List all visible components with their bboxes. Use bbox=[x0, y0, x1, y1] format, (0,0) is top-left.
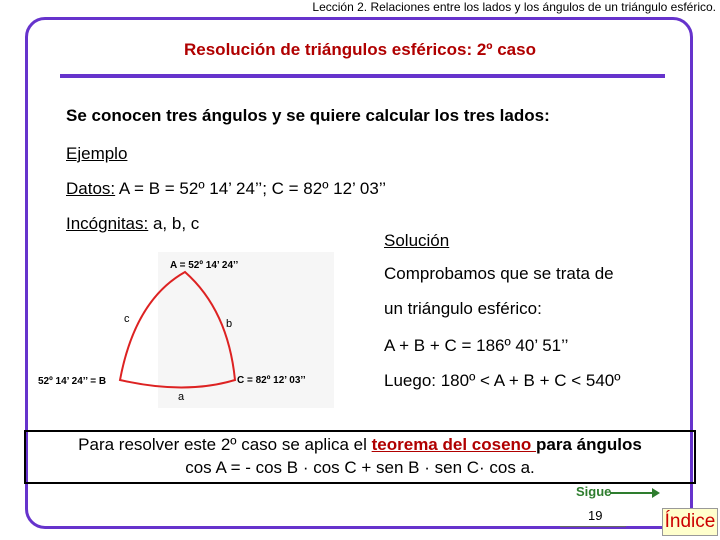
unknowns-value: a, b, c bbox=[148, 214, 200, 233]
vertex-a-label: A = 52º 14’ 24’’ bbox=[170, 260, 239, 271]
theorem-sentence bbox=[26, 433, 694, 456]
side-c-label: c bbox=[124, 313, 130, 325]
solution-label: Solución bbox=[384, 231, 450, 250]
vertex-b-label: 52º 14’ 24’’ = B bbox=[38, 376, 107, 387]
side-b-label: b bbox=[226, 318, 233, 330]
next-arrow-icon[interactable] bbox=[610, 486, 660, 500]
solution-line-1: Comprobamos que se trata de bbox=[384, 264, 614, 283]
theorem-intro: Para resolver este 2º caso se aplica el bbox=[78, 435, 372, 454]
title-divider bbox=[60, 74, 665, 78]
solution-line-4: Luego: 180º < A + B + C < 540º bbox=[384, 371, 621, 390]
data-value: A = B = 52º 14’ 24’’; C = 82º 12’ 03’’ bbox=[115, 179, 387, 198]
solution-line-3: A + B + C = 186º 40’ 51’’ bbox=[384, 336, 569, 355]
spherical-triangle-diagram bbox=[30, 250, 350, 410]
cosine-formula: cos A = - cos B · cos C + sen B · sen C· cos a. bbox=[185, 458, 535, 477]
unknowns-label: Incógnitas: bbox=[66, 214, 149, 233]
cosine-theorem-link[interactable]: teorema del coseno bbox=[371, 435, 537, 454]
intro-text: Se conocen tres ángulos y se quiere calcular los tres lados: bbox=[66, 106, 550, 125]
vertex-c-label: C = 82º 12’ 03’’ bbox=[237, 375, 306, 386]
theorem-tail: para ángulos bbox=[536, 435, 642, 454]
spherical-triangle-figure bbox=[30, 250, 350, 410]
next-button[interactable]: Sigue bbox=[576, 484, 612, 499]
cosine-theorem-box bbox=[24, 430, 696, 484]
unknowns-line bbox=[66, 214, 199, 234]
page-number: 19 bbox=[588, 508, 603, 523]
data-line bbox=[66, 179, 386, 199]
lesson-header: Lección 2. Relaciones entre los lados y los ángulos de un triángulo esférico. bbox=[312, 0, 716, 14]
data-label: Datos: bbox=[66, 179, 116, 198]
solution-line-2: un triángulo esférico: bbox=[384, 299, 542, 318]
page-number-rule bbox=[560, 526, 626, 527]
index-button[interactable]: Índice bbox=[662, 508, 718, 536]
side-a-label: a bbox=[178, 391, 185, 403]
example-label: Ejemplo bbox=[66, 144, 128, 163]
slide-title: Resolución de triángulos esféricos: 2º caso bbox=[184, 40, 536, 59]
